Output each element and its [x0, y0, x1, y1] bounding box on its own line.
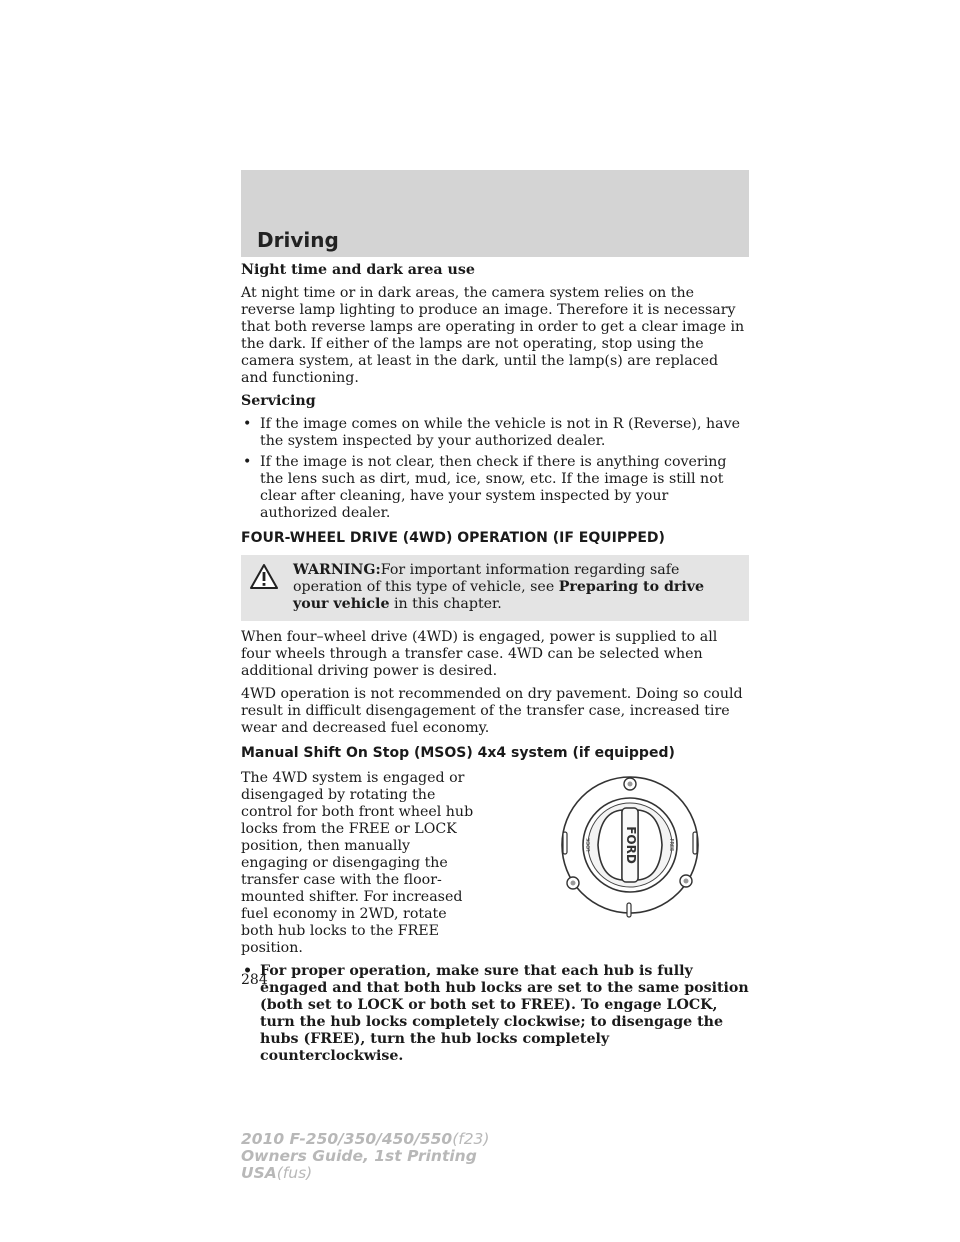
msos-section — [241, 770, 749, 957]
figure-free-label: FREE — [668, 838, 674, 852]
fourwd-para-2: 4WD operation is not recommended on dry pavement. Doing so could result in difficult disengagement of the transfer case, increased tire wear and decreased fuel economy. — [241, 686, 743, 736]
footer-line-3 — [241, 1165, 489, 1182]
warning-reference: Preparing to drive your vehicle — [293, 579, 705, 612]
warning-box — [241, 555, 749, 621]
warning-text-after: in this chapter. — [389, 596, 502, 612]
footer-line-1 — [241, 1131, 489, 1148]
warning-text-before: For important information regarding safe operation of this type of vehicle, see — [293, 562, 680, 595]
servicing-list — [241, 416, 749, 522]
night-body: At night time or in dark areas, the camera system relies on the reverse lamp lighting to produce an image. Therefore it is necessary that both reverse lamps are operating in order to get a clear image in the dark. If either of the lamps are not operating, stop using the camera system, at least in the dark, until the lamp(s) are replaced and functioning. — [241, 285, 745, 386]
servicing-item: • If the image comes on while the vehicle is not in R (Reverse), have the system inspected by your authorized dealer. — [241, 416, 749, 450]
hub-lock-illustration — [558, 770, 702, 920]
footer-line-2: Owners Guide, 1st Printing — [241, 1147, 477, 1165]
footer-region: USA — [241, 1164, 277, 1182]
msos-bullet-list — [241, 963, 749, 1065]
night-heading: Night time and dark area use — [241, 262, 475, 278]
warning-label: WARNING: — [293, 562, 381, 578]
fourwd-para-1: When four–wheel drive (4WD) is engaged, power is supplied to all four wheels through a transfer case. 4WD can be selected when additional driving power is desired. — [241, 629, 718, 679]
msos-body: The 4WD system is engaged or disengaged by rotating the control for both front wheel hub locks from the FREE or LOCK position, then manually engaging or disengaging the transfer case with the floor-mounted shifter. For increased fuel economy in 2WD, rotate both hub locks to the FREE position. — [241, 770, 474, 956]
footer-model-code: (f23) — [452, 1130, 490, 1148]
footer — [241, 1131, 489, 1182]
page-content — [241, 262, 749, 1073]
msos-bullet: • For proper operation, make sure that each hub is fully engaged and that both hub locks are set to the same position (both set to LOCK or both set to FREE). To engage LOCK, turn the hub locks completely clockwise; to disengage the hubs (FREE), turn the hub locks completely counterclockwise. — [241, 963, 749, 1065]
page-section-title: Driving — [257, 228, 339, 252]
servicing-item: • If the image is not clear, then check if there is anything covering the lens such as dirt, mud, ice, snow, etc. If the image is still not clear after cleaning, have your system inspected by your authorized dealer. — [241, 454, 749, 522]
warning-text — [247, 562, 743, 613]
page-number: 284 — [241, 972, 268, 988]
figure-brand-label: FORD — [624, 826, 638, 864]
footer-model: 2010 F-250/350/450/550 — [241, 1130, 453, 1148]
figure-lock-label: LOCK — [586, 838, 592, 852]
servicing-heading: Servicing — [241, 393, 316, 409]
msos-heading: Manual Shift On Stop (MSOS) 4x4 system (if equipped) — [241, 745, 675, 761]
fourwd-heading: FOUR-WHEEL DRIVE (4WD) OPERATION (IF EQUIPPED) — [241, 530, 665, 546]
footer-region-code: (fus) — [276, 1164, 313, 1182]
warning-triangle-icon — [249, 563, 279, 590]
